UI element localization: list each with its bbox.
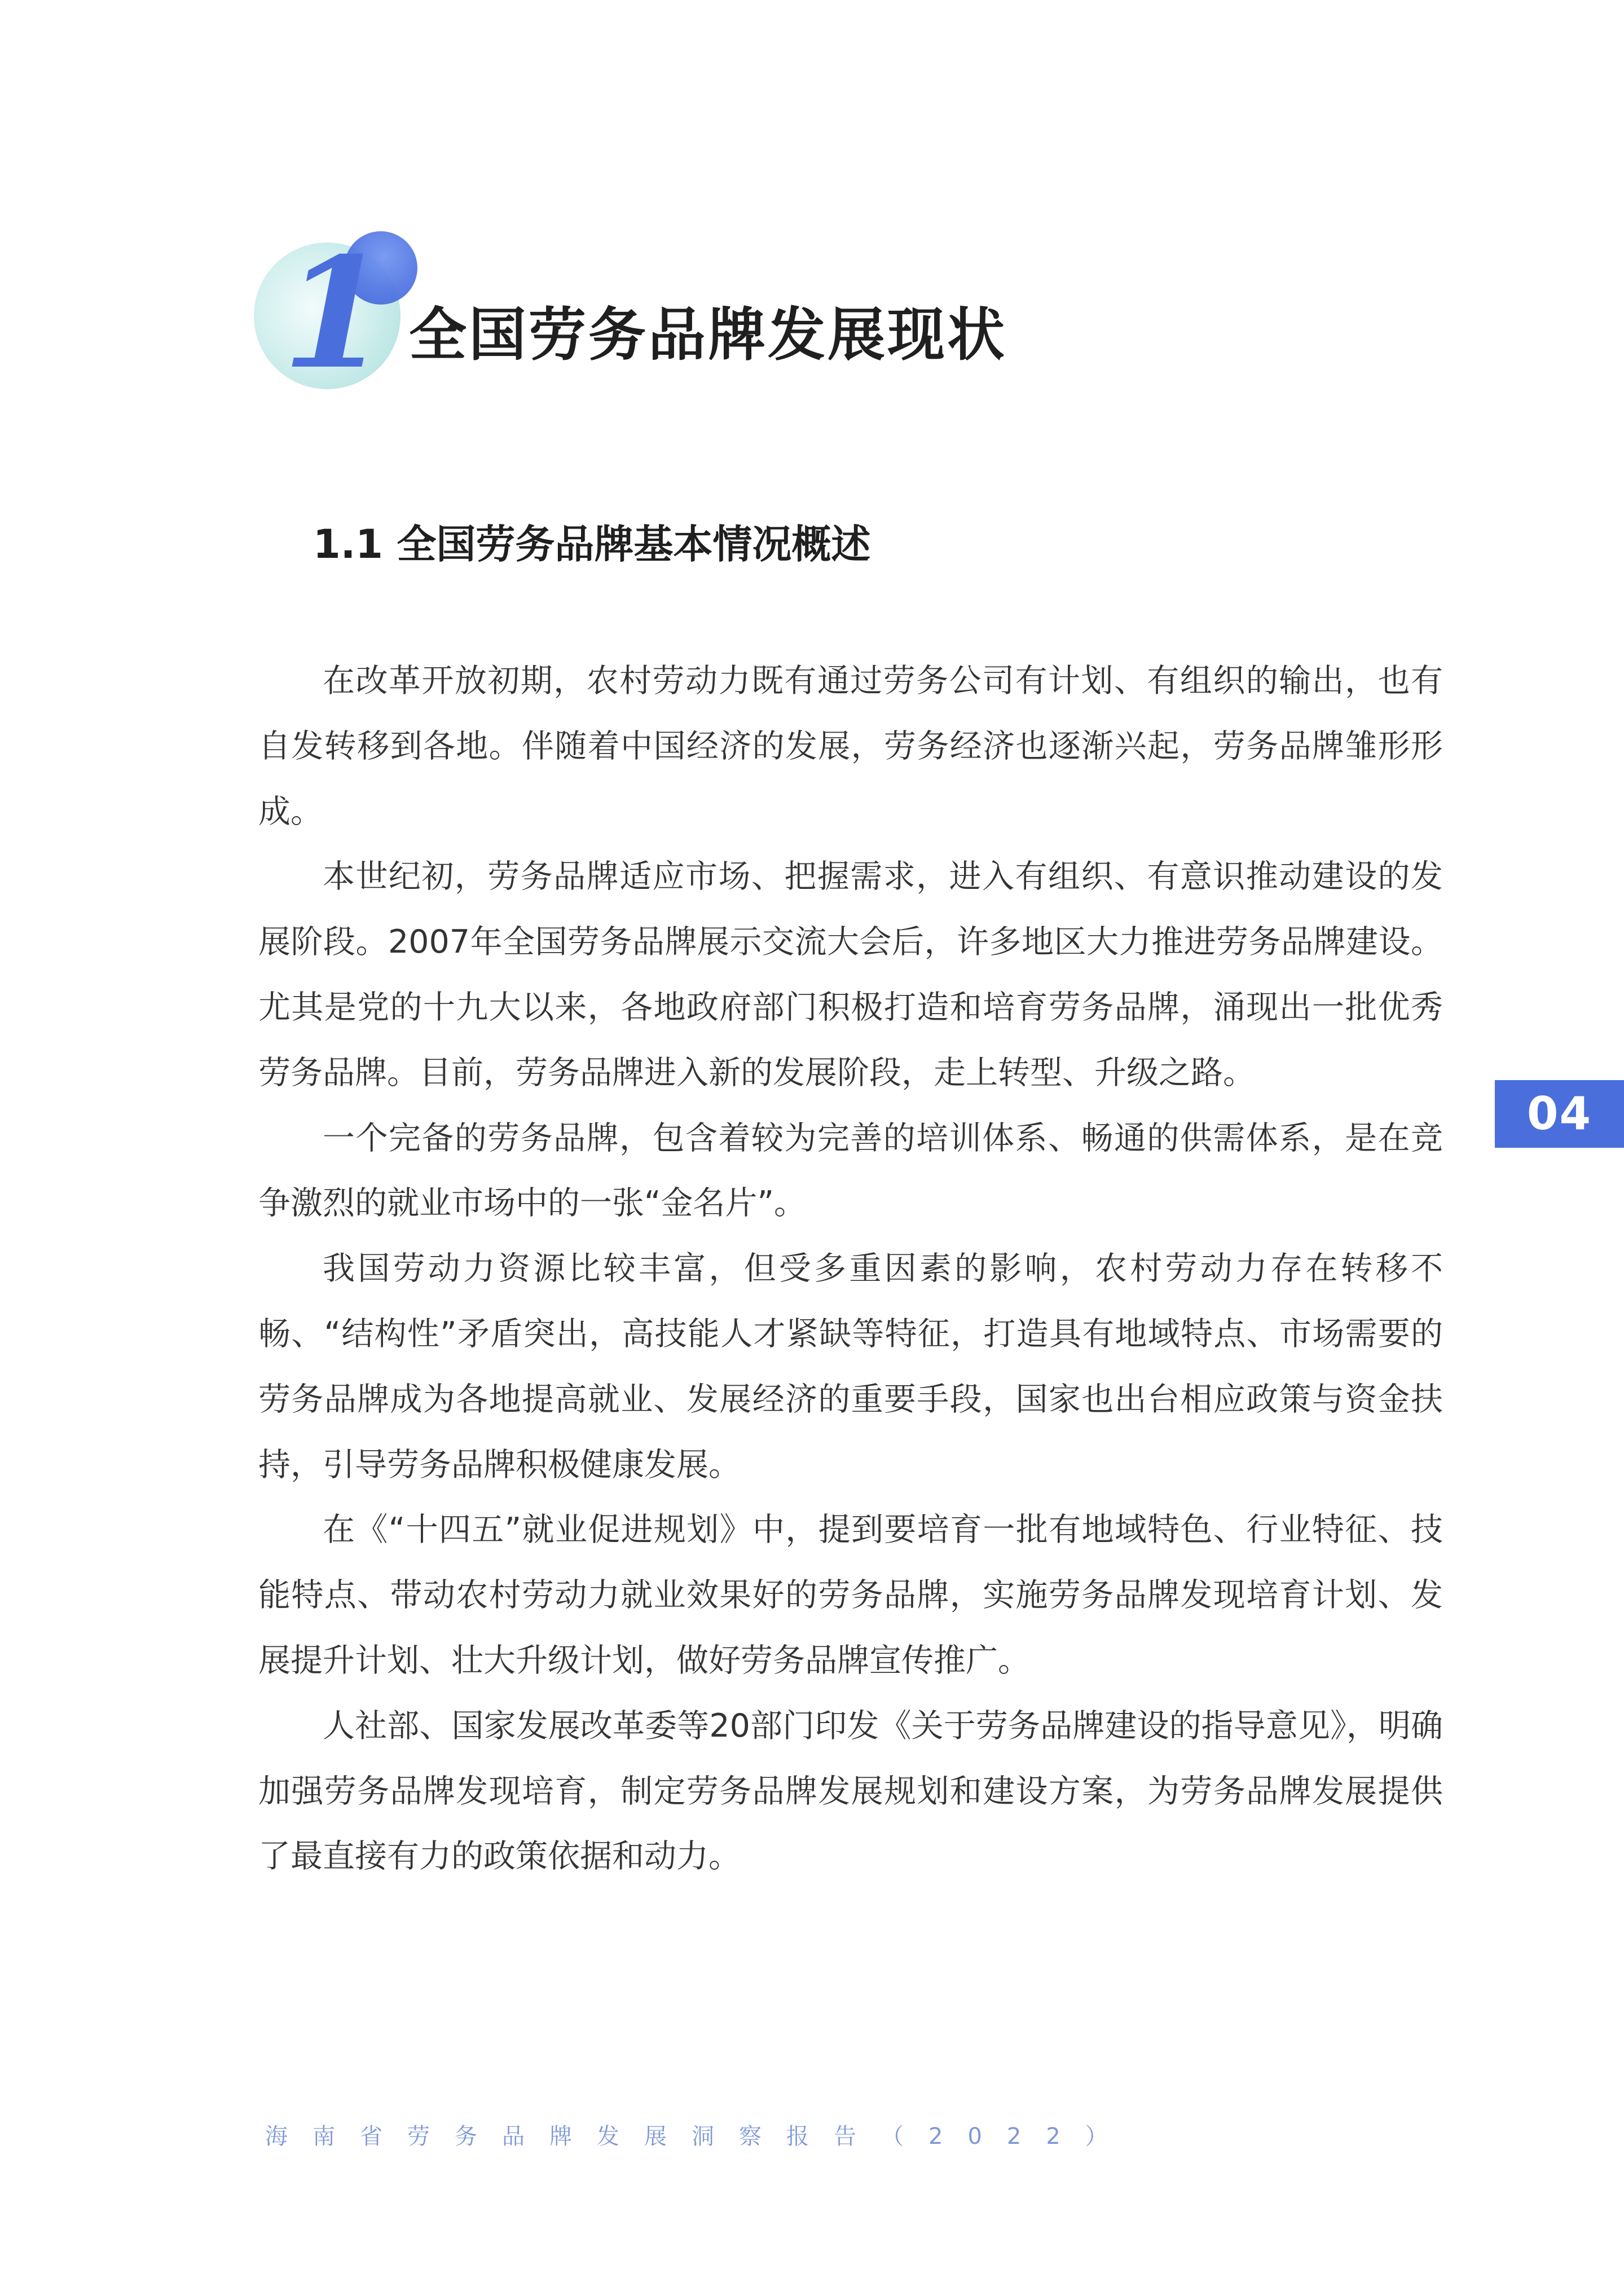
body-text: [258, 649, 1443, 1889]
paragraph: 在改革开放初期，农村劳动力既有通过劳务公司有计划、有组织的输出，也有自发转移到各地。伴随着中国经济的发展，劳务经济也逐渐兴起，劳务品牌雏形形成。: [258, 662, 1443, 830]
footer-report-title: 海南省劳务品牌发展洞察报告（2022）: [265, 2124, 1133, 2149]
paragraph: 在《“十四五”就业促进规划》中，提到要培育一批有地域特色、行业特征、技能特点、带动农村劳动力就业效果好的劳务品牌，实施劳务品牌发现培育计划、发展提升计划、壮大升级计划，做好劳务品牌宣传推广。: [258, 1511, 1443, 1679]
paragraph: 人社部、国家发展改革委等20部门印发《关于劳务品牌建设的指导意见》，明确加强劳务品牌发现培育，制定劳务品牌发展规划和建设方案，为劳务品牌发展提供了最直接有力的政策依据和动力。: [258, 1707, 1443, 1875]
paragraph: 本世纪初，劳务品牌适应市场、把握需求，进入有组织、有意识推动建设的发展阶段。2007年全国劳务品牌展示交流大会后，许多地区大力推进劳务品牌建设。尤其是党的十九大以来，各地政府部门积极打造和培育劳务品牌，涌现出一批优秀劳务品牌。目前，劳务品牌进入新的发展阶段，走上转型、升级之路。: [258, 858, 1443, 1091]
page-number-tab: 04: [1495, 1080, 1624, 1148]
chapter-title: 全国劳务品牌发展现状: [409, 302, 1007, 369]
paragraph: 一个完备的劳务品牌，包含着较为完善的培训体系、畅通的供需体系，是在竞争激烈的就业市场中的一张“金名片”。: [258, 1119, 1443, 1222]
chapter-number: 1: [282, 223, 388, 403]
section-heading: 1.1 全国劳务品牌基本情况概述: [313, 521, 871, 567]
paragraph: 我国劳动力资源比较丰富，但受多重因素的影响，农村劳动力存在转移不畅、“结构性”矛盾突出，高技能人才紧缺等特征，打造具有地域特点、市场需要的劳务品牌成为各地提高就业、发展经济的重要手段，国家也出台相应政策与资金扶持，引导劳务品牌积极健康发展。: [258, 1250, 1443, 1483]
chapter-number-badge: [248, 223, 429, 403]
